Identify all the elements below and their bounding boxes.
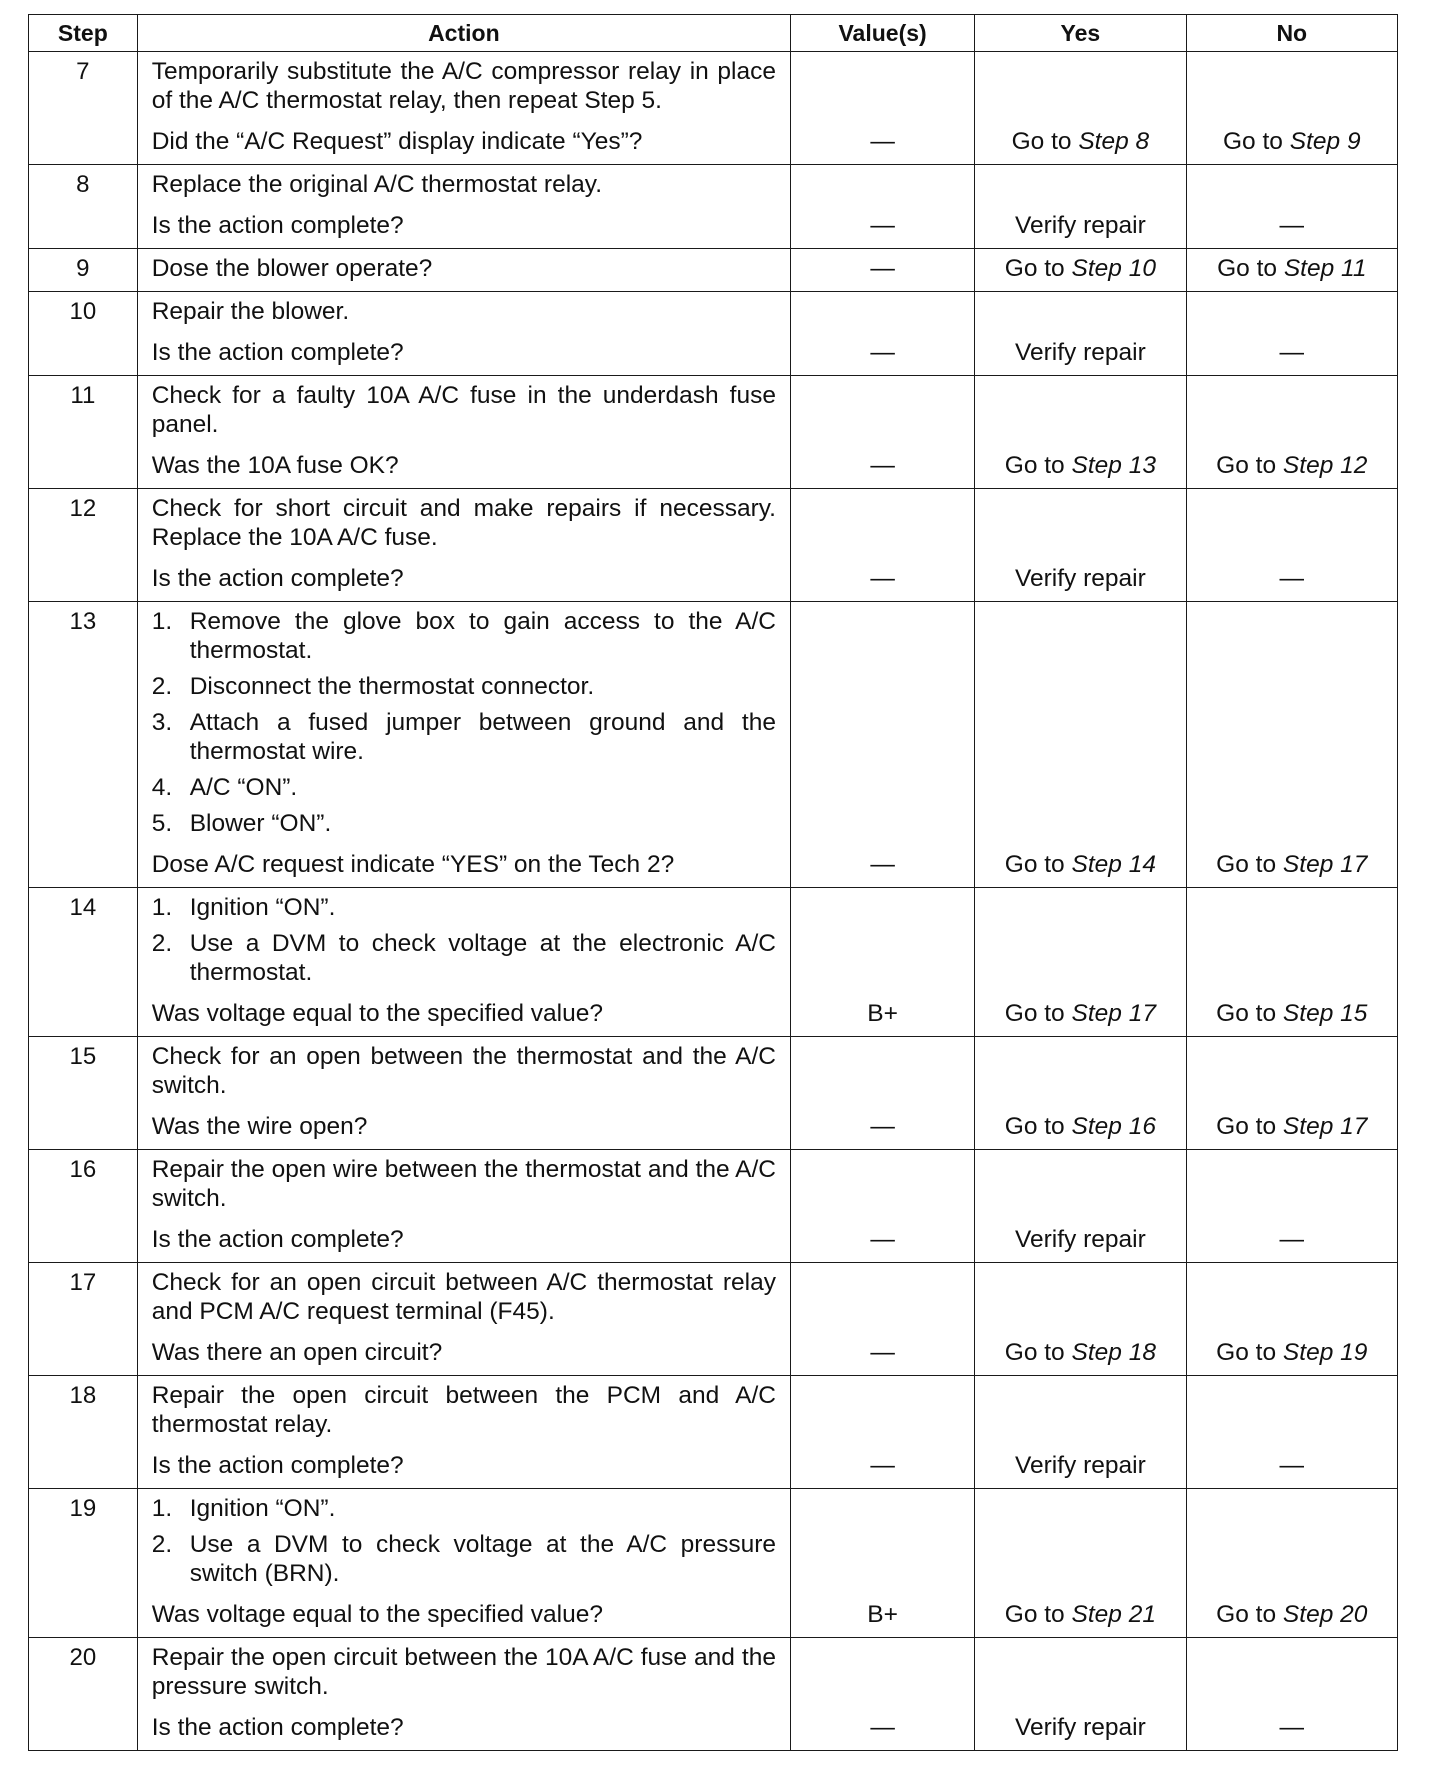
action-cell xyxy=(137,249,790,292)
table-row xyxy=(29,1037,1398,1150)
action-cell xyxy=(137,888,790,1037)
no-outcome-cell xyxy=(1186,249,1397,292)
specified-value: — xyxy=(870,452,895,479)
step-number: 16 xyxy=(29,1150,138,1263)
action-question: Is the action complete? xyxy=(151,339,404,366)
no-outcome-cell xyxy=(1186,1037,1397,1150)
value-cell xyxy=(790,292,974,376)
action-instructions xyxy=(152,494,776,552)
yes-outcome-cell xyxy=(975,602,1186,888)
no-step-reference: Step 17 xyxy=(1282,1113,1368,1140)
action-question: Was the wire open? xyxy=(151,1113,368,1140)
no-outcome xyxy=(1187,1225,1397,1254)
list-item-text: A/C “ON”. xyxy=(189,774,298,801)
table-row xyxy=(29,1263,1398,1376)
no-outcome-cell xyxy=(1186,602,1397,888)
yes-outcome xyxy=(975,999,1185,1028)
no-outcome xyxy=(1187,850,1397,879)
step-number: 13 xyxy=(29,602,138,888)
yes-outcome-cell xyxy=(975,249,1186,292)
no-outcome xyxy=(1187,1338,1397,1367)
diagnostic-procedure-table xyxy=(28,14,1398,1751)
specified-value: — xyxy=(870,1226,895,1253)
no-outcome-text: — xyxy=(1279,1226,1305,1253)
value-cell xyxy=(790,888,974,1037)
step-number: 11 xyxy=(29,376,138,489)
action-cell xyxy=(137,1150,790,1263)
list-item-number: 2. xyxy=(151,673,173,700)
yes-outcome-cell xyxy=(975,1037,1186,1150)
value-cell xyxy=(790,1037,974,1150)
yes-outcome xyxy=(975,338,1185,367)
specified-value: — xyxy=(870,1714,895,1741)
table-row xyxy=(29,1489,1398,1638)
action-paragraph: Temporarily substitute the A/C compressor relay in place of the A/C thermostat relay, then repeat Step 5. xyxy=(151,58,776,114)
action-instructions xyxy=(152,607,776,838)
action-cell xyxy=(137,52,790,165)
no-outcome-cell xyxy=(1186,1263,1397,1376)
action-question: Did the “A/C Request” display indicate “Yes”? xyxy=(151,128,643,155)
no-outcome xyxy=(1187,999,1397,1028)
no-step-reference: Step 17 xyxy=(1282,851,1368,878)
table-row xyxy=(29,489,1398,602)
specified-value: B+ xyxy=(867,1000,898,1027)
no-outcome-text: — xyxy=(1279,1452,1305,1479)
no-outcome-cell xyxy=(1186,1150,1397,1263)
yes-outcome-text: Verify repair xyxy=(1015,339,1146,366)
no-outcome-text: Go to xyxy=(1222,128,1283,155)
no-outcome xyxy=(1187,564,1397,593)
no-outcome xyxy=(1187,127,1397,156)
yes-outcome-cell xyxy=(975,1638,1186,1751)
yes-outcome-cell xyxy=(975,165,1186,249)
yes-outcome-cell xyxy=(975,1489,1186,1638)
action-cell xyxy=(137,1638,790,1751)
table-row xyxy=(29,602,1398,888)
action-instructions xyxy=(152,1381,776,1439)
no-outcome-cell xyxy=(1186,888,1397,1037)
table-row xyxy=(29,249,1398,292)
action-cell xyxy=(137,292,790,376)
table-header xyxy=(29,15,1398,52)
specified-value: — xyxy=(870,1113,895,1140)
specified-value: — xyxy=(870,565,895,592)
action-cell xyxy=(137,602,790,888)
action-question: Dose A/C request indicate “YES” on the Tech 2? xyxy=(151,851,675,878)
list-item-number: 4. xyxy=(151,774,173,801)
list-item-text: Disconnect the thermostat connector. xyxy=(189,673,595,700)
yes-outcome xyxy=(975,254,1185,283)
step-number: 8 xyxy=(29,165,138,249)
action-paragraph: Repair the blower. xyxy=(151,298,350,325)
specified-value: — xyxy=(870,1339,895,1366)
list-item xyxy=(152,1530,776,1588)
action-paragraph: Replace the original A/C thermostat relay. xyxy=(151,171,602,198)
yes-outcome-text: Verify repair xyxy=(1015,212,1146,239)
action-instructions xyxy=(152,170,776,199)
header-row xyxy=(29,15,1398,52)
value-cell xyxy=(790,602,974,888)
yes-step-reference: Step 8 xyxy=(1078,128,1150,155)
list-item-text: Ignition “ON”. xyxy=(189,1495,336,1522)
step-number: 20 xyxy=(29,1638,138,1751)
step-number: 15 xyxy=(29,1037,138,1150)
action-instructions xyxy=(152,1042,776,1100)
list-item-number: 3. xyxy=(151,709,173,736)
yes-outcome-text: Verify repair xyxy=(1015,565,1146,592)
table-row xyxy=(29,52,1398,165)
table-body xyxy=(29,52,1398,1751)
list-item xyxy=(152,809,776,838)
no-outcome xyxy=(1187,211,1397,240)
action-question: Dose the blower operate? xyxy=(151,255,433,282)
no-step-reference: Step 12 xyxy=(1282,452,1368,479)
step-number: 18 xyxy=(29,1376,138,1489)
value-cell xyxy=(790,1150,974,1263)
action-instructions xyxy=(152,1643,776,1701)
yes-outcome-text: Go to xyxy=(1004,452,1065,479)
yes-outcome xyxy=(975,1225,1185,1254)
value-cell xyxy=(790,52,974,165)
no-step-reference: Step 20 xyxy=(1282,1601,1368,1628)
no-outcome-text: — xyxy=(1279,339,1305,366)
no-outcome-cell xyxy=(1186,1638,1397,1751)
list-item-text: Blower “ON”. xyxy=(189,810,332,837)
specified-value: B+ xyxy=(867,1601,898,1628)
list-item-number: 2. xyxy=(151,1531,173,1558)
list-item xyxy=(152,607,776,665)
value-cell xyxy=(790,1263,974,1376)
yes-outcome-text: Go to xyxy=(1004,255,1065,282)
no-outcome-text: — xyxy=(1279,1714,1305,1741)
yes-step-reference: Step 21 xyxy=(1071,1601,1156,1628)
value-cell xyxy=(790,376,974,489)
no-step-reference: Step 9 xyxy=(1289,128,1361,155)
action-question: Is the action complete? xyxy=(151,1714,404,1741)
action-cell xyxy=(137,1489,790,1638)
no-outcome-text: Go to xyxy=(1216,1601,1277,1628)
no-outcome-text: — xyxy=(1279,212,1305,239)
table-row xyxy=(29,1150,1398,1263)
step-number: 19 xyxy=(29,1489,138,1638)
header-values: Value(s) xyxy=(790,15,974,52)
yes-outcome-text: Verify repair xyxy=(1015,1714,1146,1741)
yes-outcome xyxy=(975,1338,1185,1367)
action-cell xyxy=(137,165,790,249)
action-question: Is the action complete? xyxy=(151,565,404,592)
list-item-text: Use a DVM to check voltage at the electronic A/C thermostat. xyxy=(189,930,776,986)
yes-outcome-cell xyxy=(975,888,1186,1037)
action-instructions xyxy=(152,1494,776,1588)
action-paragraph: Repair the open wire between the thermostat and the A/C switch. xyxy=(151,1156,776,1212)
yes-outcome xyxy=(975,1600,1185,1629)
table-row xyxy=(29,376,1398,489)
yes-outcome-cell xyxy=(975,52,1186,165)
specified-value: — xyxy=(870,128,895,155)
no-outcome xyxy=(1187,1451,1397,1480)
yes-step-reference: Step 13 xyxy=(1071,452,1156,479)
yes-outcome-cell xyxy=(975,376,1186,489)
value-cell xyxy=(790,1376,974,1489)
header-yes: Yes xyxy=(975,15,1186,52)
no-outcome-cell xyxy=(1186,489,1397,602)
list-item-number: 5. xyxy=(151,810,173,837)
list-item xyxy=(152,672,776,701)
list-item-text: Attach a fused jumper between ground and the thermostat wire. xyxy=(189,709,776,765)
action-cell xyxy=(137,1037,790,1150)
action-question: Is the action complete? xyxy=(151,1226,404,1253)
list-item-text: Remove the glove box to gain access to the A/C thermostat. xyxy=(189,608,776,664)
list-item xyxy=(152,1494,776,1523)
no-outcome-text: Go to xyxy=(1216,1113,1277,1140)
no-outcome-cell xyxy=(1186,1489,1397,1638)
step-number: 10 xyxy=(29,292,138,376)
no-outcome xyxy=(1187,1600,1397,1629)
yes-outcome-cell xyxy=(975,1376,1186,1489)
action-steps-list xyxy=(152,893,776,987)
yes-outcome-text: Go to xyxy=(1004,1339,1065,1366)
table-row xyxy=(29,1638,1398,1751)
yes-outcome xyxy=(975,127,1185,156)
list-item-number: 2. xyxy=(151,930,173,957)
action-cell xyxy=(137,489,790,602)
no-outcome-text: — xyxy=(1279,565,1305,592)
table-row xyxy=(29,165,1398,249)
no-outcome-text: Go to xyxy=(1217,255,1278,282)
list-item xyxy=(152,708,776,766)
specified-value: — xyxy=(870,255,895,282)
action-paragraph: Check for an open between the thermostat and the A/C switch. xyxy=(151,1043,776,1099)
yes-step-reference: Step 17 xyxy=(1071,1000,1156,1027)
table-row xyxy=(29,888,1398,1037)
list-item-number: 1. xyxy=(151,894,173,921)
action-question: Is the action complete? xyxy=(151,212,404,239)
header-no: No xyxy=(1186,15,1397,52)
no-outcome xyxy=(1187,1112,1397,1141)
no-outcome xyxy=(1187,338,1397,367)
action-question: Is the action complete? xyxy=(151,1452,404,1479)
action-question: Was the 10A fuse OK? xyxy=(151,452,399,479)
step-number: 12 xyxy=(29,489,138,602)
yes-outcome-cell xyxy=(975,292,1186,376)
no-step-reference: Step 11 xyxy=(1283,255,1367,282)
yes-outcome-text: Go to xyxy=(1011,128,1072,155)
no-outcome-cell xyxy=(1186,292,1397,376)
action-instructions xyxy=(152,1155,776,1213)
yes-outcome-text: Go to xyxy=(1004,1000,1065,1027)
action-cell xyxy=(137,1263,790,1376)
no-outcome-text: Go to xyxy=(1216,851,1277,878)
yes-outcome-cell xyxy=(975,1263,1186,1376)
no-outcome-cell xyxy=(1186,52,1397,165)
yes-outcome-cell xyxy=(975,489,1186,602)
value-cell xyxy=(790,1638,974,1751)
no-outcome-cell xyxy=(1186,1376,1397,1489)
yes-step-reference: Step 14 xyxy=(1071,851,1156,878)
yes-outcome-text: Verify repair xyxy=(1015,1452,1146,1479)
value-cell xyxy=(790,249,974,292)
action-instructions xyxy=(152,381,776,439)
action-paragraph: Check for a faulty 10A A/C fuse in the underdash fuse panel. xyxy=(151,382,776,438)
yes-outcome xyxy=(975,1451,1185,1480)
header-step: Step xyxy=(29,15,138,52)
no-outcome-text: Go to xyxy=(1216,1339,1277,1366)
list-item-text: Use a DVM to check voltage at the A/C pressure switch (BRN). xyxy=(189,1531,776,1587)
yes-step-reference: Step 18 xyxy=(1071,1339,1156,1366)
yes-outcome-text: Go to xyxy=(1004,851,1065,878)
yes-outcome xyxy=(975,451,1185,480)
step-number: 17 xyxy=(29,1263,138,1376)
yes-outcome-text: Verify repair xyxy=(1015,1226,1146,1253)
header-action: Action xyxy=(137,15,790,52)
step-number: 7 xyxy=(29,52,138,165)
yes-outcome-text: Go to xyxy=(1004,1601,1065,1628)
action-paragraph: Check for an open circuit between A/C thermostat relay and PCM A/C request terminal (F45). xyxy=(151,1269,776,1325)
action-instructions xyxy=(152,297,776,326)
list-item-number: 1. xyxy=(151,1495,173,1522)
action-steps-list xyxy=(152,1494,776,1588)
action-instructions xyxy=(152,57,776,115)
specified-value: — xyxy=(870,339,895,366)
no-outcome-cell xyxy=(1186,165,1397,249)
no-outcome xyxy=(1187,1713,1397,1742)
no-outcome-cell xyxy=(1186,376,1397,489)
action-paragraph: Check for short circuit and make repairs if necessary. Replace the 10A A/C fuse. xyxy=(151,495,776,551)
action-paragraph: Repair the open circuit between the 10A A/C fuse and the pressure switch. xyxy=(151,1644,776,1700)
step-number: 14 xyxy=(29,888,138,1037)
yes-step-reference: Step 10 xyxy=(1071,255,1156,282)
no-outcome-text: Go to xyxy=(1216,452,1277,479)
yes-outcome-text: Go to xyxy=(1004,1113,1065,1140)
action-instructions xyxy=(152,893,776,987)
no-outcome-text: Go to xyxy=(1216,1000,1277,1027)
list-item-text: Ignition “ON”. xyxy=(189,894,336,921)
list-item-number: 1. xyxy=(151,608,173,635)
yes-outcome xyxy=(975,1112,1185,1141)
table-row xyxy=(29,292,1398,376)
specified-value: — xyxy=(870,1452,895,1479)
action-steps-list xyxy=(152,607,776,838)
no-outcome xyxy=(1187,451,1397,480)
yes-step-reference: Step 16 xyxy=(1071,1113,1156,1140)
no-outcome xyxy=(1187,254,1397,283)
action-question: Was voltage equal to the specified value? xyxy=(151,1000,603,1027)
action-question: Was there an open circuit? xyxy=(151,1339,443,1366)
action-cell xyxy=(137,1376,790,1489)
yes-outcome xyxy=(975,850,1185,879)
specified-value: — xyxy=(870,212,895,239)
yes-outcome xyxy=(975,211,1185,240)
list-item xyxy=(152,893,776,922)
yes-outcome-cell xyxy=(975,1150,1186,1263)
specified-value: — xyxy=(870,851,895,878)
value-cell xyxy=(790,165,974,249)
no-step-reference: Step 19 xyxy=(1282,1339,1368,1366)
yes-outcome xyxy=(975,1713,1185,1742)
action-question: Was voltage equal to the specified value? xyxy=(151,1601,603,1628)
list-item xyxy=(152,773,776,802)
table-row xyxy=(29,1376,1398,1489)
value-cell xyxy=(790,1489,974,1638)
action-cell xyxy=(137,376,790,489)
yes-outcome xyxy=(975,564,1185,593)
value-cell xyxy=(790,489,974,602)
action-instructions xyxy=(152,1268,776,1326)
diagnostic-table xyxy=(28,14,1398,1751)
list-item xyxy=(152,929,776,987)
no-step-reference: Step 15 xyxy=(1282,1000,1368,1027)
step-number: 9 xyxy=(29,249,138,292)
action-paragraph: Repair the open circuit between the PCM and A/C thermostat relay. xyxy=(151,1382,776,1438)
